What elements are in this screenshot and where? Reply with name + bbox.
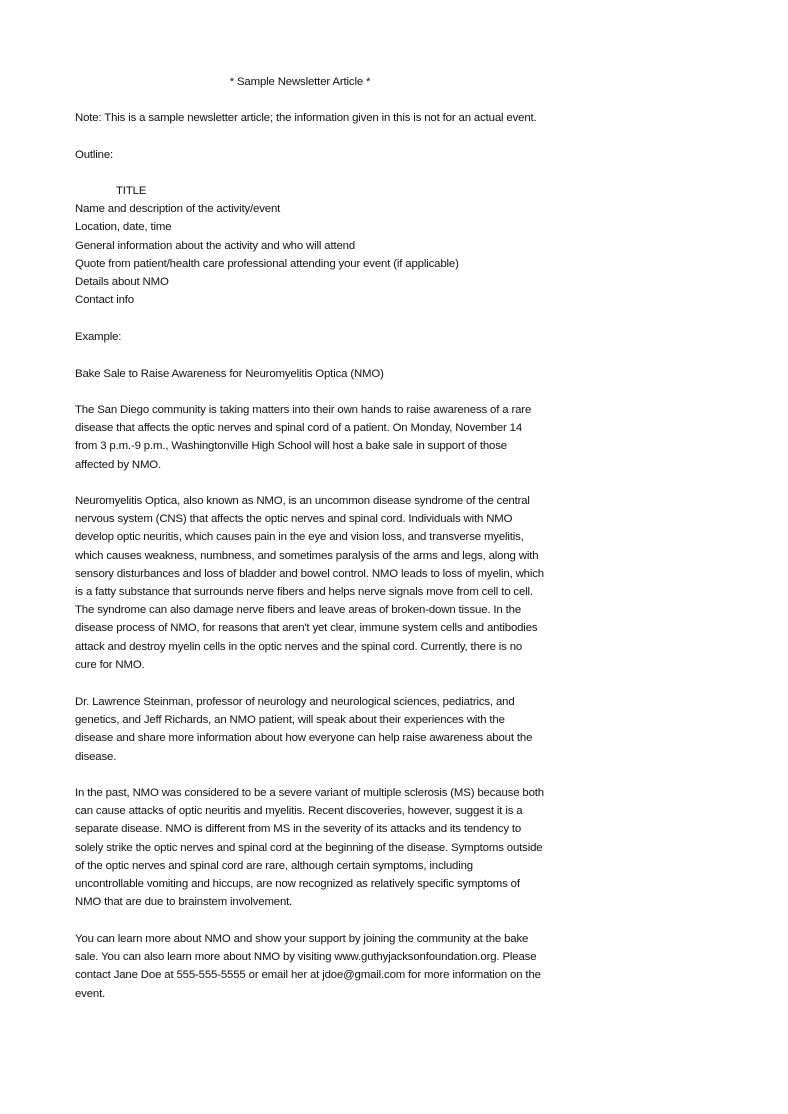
paragraph-line: attack and destroy myelin cells in the optic nerves and the spinal cord. Currently, there is no <box>75 640 523 653</box>
article-title-text: Bake Sale to Raise Awareness for Neuromyelitis Optica (NMO) <box>75 368 384 380</box>
paragraph-line: NMO that are due to brainstem involvement. <box>75 896 293 909</box>
paragraph-line: contact Jane Doe at 555-555-5555 or email her at jdoe@gmail.com for more information on the <box>75 969 541 982</box>
paragraph-line: In the past, NMO was considered to be a severe variant of multiple sclerosis (MS) because both <box>75 787 544 799</box>
paragraph-line: cure for NMO. <box>75 658 145 671</box>
paragraph-2 <box>75 492 545 674</box>
paragraph-line: You can learn more about NMO and show your support by joining the community at the bake <box>75 933 529 945</box>
paragraph-line: of the optic nerves and spinal cord are rare, although certain symptoms, including <box>75 859 473 872</box>
example-label <box>75 328 545 346</box>
paragraph-line: Neuromyelitis Optica, also known as NMO, is an uncommon disease syndrome of the central <box>75 495 530 507</box>
paragraph-line: is a fatty substance that surrounds nerve fibers and helps nerve signals move from cell to cell. <box>75 585 533 598</box>
paragraph-line: disease and share more information about how everyone can help raise awareness about the <box>75 732 533 745</box>
paragraph-line: Dr. Lawrence Steinman, professor of neurology and neurological sciences, pediatrics, and <box>75 696 515 708</box>
paragraph-line: disease. <box>75 750 117 763</box>
example-label-text: Example: <box>75 331 122 343</box>
note-line: Note: This is a sample newsletter article; the information given in this is not for an actual event. <box>75 112 537 124</box>
paragraph-line: uncontrollable vomiting and hiccups, are now recognized as relatively specific symptoms of <box>75 877 520 890</box>
outline-label <box>75 146 545 164</box>
outline-label-text: Outline: <box>75 149 114 161</box>
outline-item: Details about NMO <box>75 275 169 288</box>
paragraph-line: separate disease. NMO is different from MS in the severity of its attacks and its tendency to <box>75 823 522 836</box>
paragraph-line: The San Diego community is taking matters into their own hands to raise awareness of a rare <box>75 404 532 416</box>
paragraph-line: from 3 p.m.-9 p.m., Washingtonville High School will host a bake sale in support of those <box>75 440 507 453</box>
paragraph-line: disease that affects the optic nerves and spinal cord of a patient. On Monday, November 14 <box>75 422 523 435</box>
article-title <box>75 365 545 383</box>
note-text <box>75 109 545 127</box>
paragraph-line: The syndrome can also damage nerve fibers and leave areas of broken-down tissue. In the <box>75 604 522 617</box>
outline-list <box>75 182 545 309</box>
paragraph-line: event. <box>75 987 106 1000</box>
paragraph-line: nervous system (CNS) that affects the optic nerves and spinal cord. Individuals with NMO <box>75 513 513 526</box>
outline-item: General information about the activity and who will attend <box>75 239 356 252</box>
outline-title: TITLE <box>116 185 147 197</box>
paragraph-4 <box>75 784 545 911</box>
paragraph-line: develop optic neuritis, which causes pain in the eye and vision loss, and transverse myelitis, <box>75 531 524 544</box>
paragraph-line: can cause attacks of optic neuritis and myelitis. Recent discoveries, however, suggest it is a <box>75 805 523 818</box>
paragraph-line: disease process of NMO, for reasons that aren't yet clear, immune system cells and antibodies <box>75 622 538 635</box>
paragraph-line: which causes weakness, numbness, and sometimes paralysis of the arms and legs, along with <box>75 549 539 562</box>
paragraph-5 <box>75 930 545 1003</box>
paragraph-3 <box>75 693 545 766</box>
outline-item: Contact info <box>75 294 134 307</box>
paragraph-line: affected by NMO. <box>75 458 162 471</box>
paragraph-line: solely strike the optic nerves and spinal cord at the beginning of the disease. Symptoms outside <box>75 841 543 854</box>
paragraph-1 <box>75 401 545 474</box>
outline-item: Location, date, time <box>75 221 172 234</box>
outline-item: Quote from patient/health care professional attending your event (if applicable) <box>75 257 459 270</box>
paragraph-line: sensory disturbances and loss of bladder and bowel control. NMO leads to loss of myelin, which <box>75 567 544 580</box>
document-heading: * Sample Newsletter Article * <box>229 76 371 88</box>
paragraph-line: sale. You can also learn more about NMO by visiting www.guthyjacksonfoundation.org. Please <box>75 951 537 964</box>
outline-item: Name and description of the activity/event <box>75 203 281 216</box>
paragraph-line: genetics, and Jeff Richards, an NMO patient, will speak about their experiences with the <box>75 714 505 727</box>
